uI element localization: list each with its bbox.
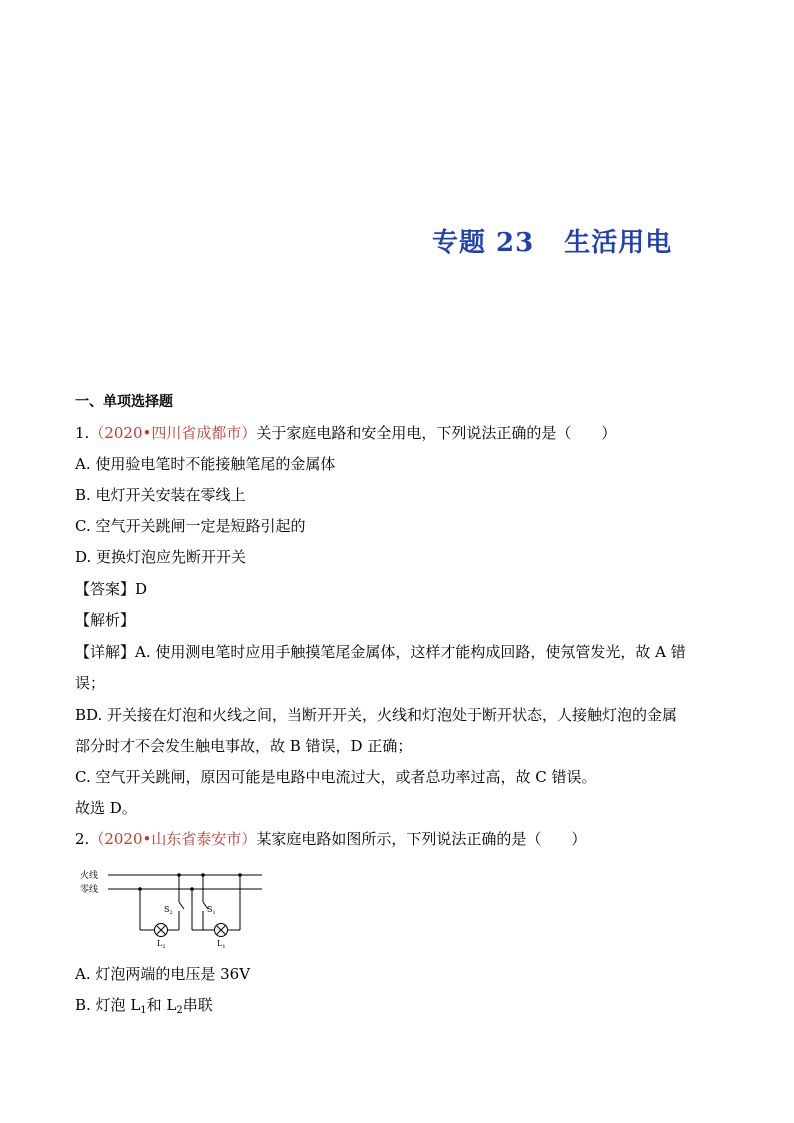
q2-option-a: A. 灯泡两端的电压是 36V — [75, 965, 251, 983]
q2-number: 2. — [75, 830, 90, 848]
q1-detail-1b: 误； — [75, 674, 106, 692]
q2-source-close: ） — [241, 830, 257, 848]
q2-stem — [75, 829, 586, 849]
switch-s2-blade — [179, 902, 184, 909]
q1-conclusion: 故选 D。 — [75, 799, 137, 817]
q2-source: 2020•山东省泰安市 — [104, 830, 242, 848]
q1-detail-2b: 部分时才不会发生触电事故，故 B 错误，D 正确； — [75, 737, 413, 755]
q1-answer: 【答案】D — [75, 580, 148, 598]
q2-source-open: （ — [89, 830, 105, 848]
q1-detail-1a: 【详解】A. 使用测电笔时应用手触摸笔尾金属体，这样才能构成回路，使氖管发光，故 A 错 — [75, 643, 686, 661]
q1-stem-text: 关于家庭电路和安全用电，下列说法正确的是（ ） — [256, 424, 617, 442]
q1-number: 1. — [75, 424, 90, 442]
q1-stem — [75, 423, 616, 443]
live-wire-label: 火线 — [80, 871, 99, 881]
topic-number: 专题 23 — [432, 228, 535, 258]
switch-s2-label: $S_2$ — [164, 905, 173, 916]
q1-source-close: ） — [241, 424, 257, 442]
switch-s1-label: $S_1$ — [207, 905, 216, 916]
circuit-diagram — [76, 862, 276, 952]
q2-option-b: B. 灯泡 $L_1$和 $L_2$串联 — [75, 996, 213, 1016]
lamp-l2-label: $L_2$ — [157, 939, 166, 950]
section-heading: 一、单项选择题 — [75, 394, 173, 410]
q1-source: 2020•四川省成都市 — [104, 424, 242, 442]
q1-analysis-label: 【解析】 — [75, 611, 136, 629]
q1-option-b: B. 电灯开关安装在零线上 — [75, 486, 246, 504]
q1-option-d: D. 更换灯泡应先断开开关 — [75, 548, 247, 566]
q1-option-a: A. 使用验电笔时不能接触笔尾的金属体 — [75, 455, 336, 473]
neutral-wire-label: 零线 — [80, 885, 99, 895]
q1-detail-3: C. 空气开关跳闸，原因可能是电路中电流过大，或者总功率过高，故 C 错误。 — [75, 768, 597, 786]
lamp-l1-label: $L_1$ — [217, 939, 226, 950]
page-title — [432, 222, 672, 259]
q2-stem-text: 某家庭电路如图所示，下列说法正确的是（ ） — [256, 830, 587, 848]
q1-option-c: C. 空气开关跳闸一定是短路引起的 — [75, 517, 306, 535]
q1-source-open: （ — [89, 424, 105, 442]
q1-detail-2a: BD. 开关接在灯泡和火线之间，当断开开关，火线和灯泡处于断开状态，人接触灯泡的金属 — [75, 706, 678, 724]
topic-name: 生活用电 — [564, 228, 673, 258]
